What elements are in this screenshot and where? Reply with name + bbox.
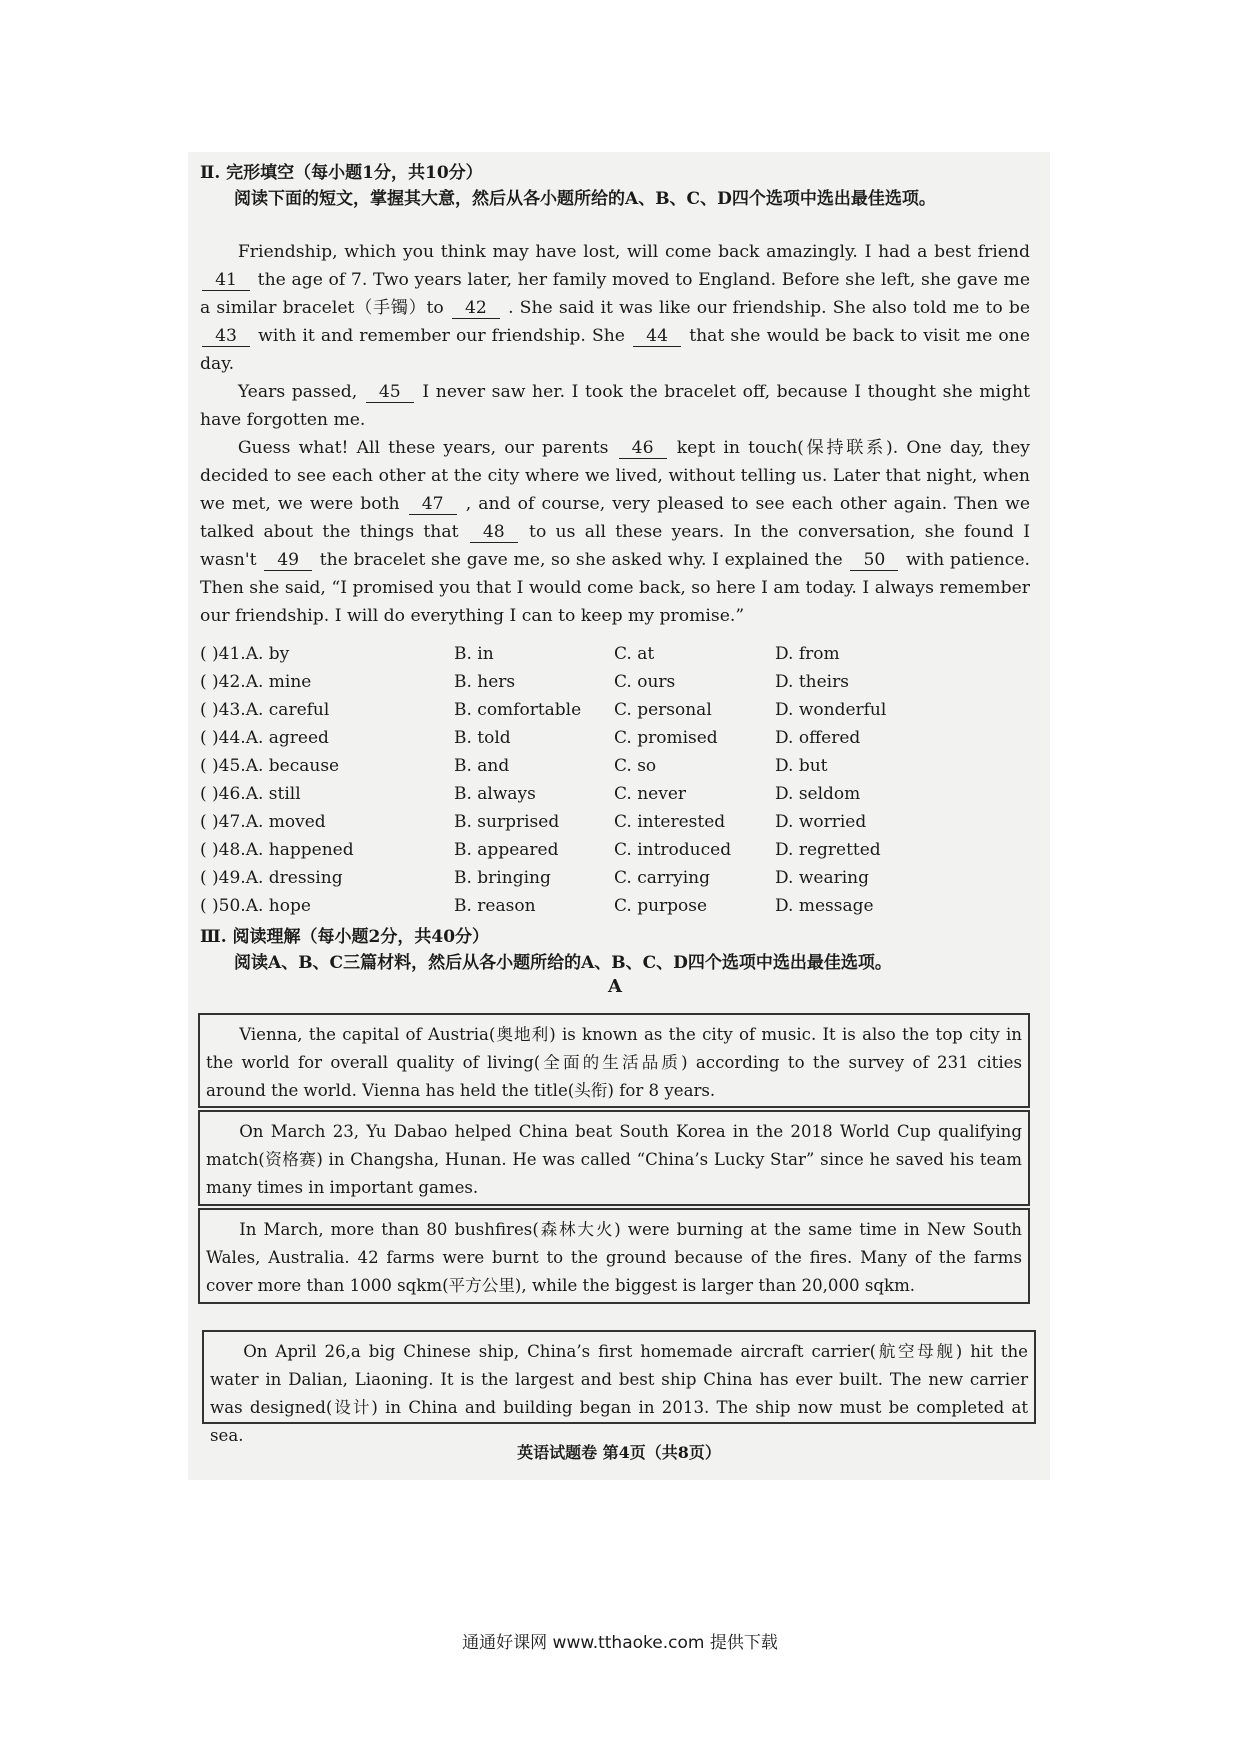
option-b[interactable]: B. in [454, 644, 494, 664]
option-c[interactable]: C. interested [614, 812, 726, 832]
blank-43[interactable]: 43 [202, 326, 250, 347]
option-b[interactable]: B. bringing [454, 868, 551, 888]
option-a[interactable]: ( )41.A. by [200, 644, 290, 664]
option-d[interactable]: D. from [775, 644, 840, 664]
passage-text: I never saw her. I took the bracelet off, because I thought she might have forgotten me. [200, 382, 1030, 430]
option-a[interactable]: ( )48.A. happened [200, 840, 354, 860]
option-c[interactable]: C. at [614, 644, 655, 664]
passage-text: that she would be back to visit me one day. [200, 326, 1030, 374]
section-3-header [200, 924, 1030, 997]
option-row-47 [200, 808, 1030, 836]
option-a[interactable]: ( )50.A. hope [200, 896, 311, 916]
option-c[interactable]: C. so [614, 756, 657, 776]
passage-text: the bracelet she gave me, so she asked why. I explained the [319, 550, 843, 570]
option-b[interactable]: B. and [454, 756, 510, 776]
option-a[interactable]: ( )42.A. mine [200, 672, 312, 692]
news-box-yu-dabao: On March 23, Yu Dabao helped China beat South Korea in the 2018 World Cup qualifying match(资格赛) in Changsha, Hunan. He was called “China’s Lucky Star” since he saved his team many times in important games. [198, 1110, 1030, 1206]
option-c[interactable]: C. carrying [614, 868, 710, 888]
passage-text: kept in touch(保持联系). One day, they decided to see each other at the city where we lived, without telling us. Later that night, when we met, we were both [200, 438, 1030, 514]
option-c[interactable]: C. promised [614, 728, 718, 748]
option-b[interactable]: B. surprised [454, 812, 560, 832]
blank-45[interactable]: 45 [366, 382, 414, 403]
option-d[interactable]: D. seldom [775, 784, 861, 804]
download-site-credit: 通通好课网 www.tthaoke.com 提供下载 [462, 1633, 778, 1653]
option-c[interactable]: C. personal [614, 700, 712, 720]
option-row-46 [200, 780, 1030, 808]
passage-text: the age of 7. Two years later, her family moved to England. Before she left, she gave me a similar bracelet（手镯）to [200, 270, 1031, 318]
passage-text: with patience. Then she said, “I promised you that I would come back, so here I am today. I always remember our friendship. I will do everything I can to keep my promise.” [200, 550, 1030, 626]
passage-text: Guess what! All these years, our parents [237, 438, 609, 458]
option-b[interactable]: B. hers [454, 672, 516, 692]
option-c[interactable]: C. ours [614, 672, 676, 692]
section-2-title: Ⅱ. 完形填空（每小题1分，共10分） [200, 163, 483, 183]
blank-49[interactable]: 49 [264, 550, 312, 571]
option-c[interactable]: C. introduced [614, 840, 732, 860]
passage-text: with it and remember our friendship. She [258, 326, 625, 346]
option-d[interactable]: D. offered [775, 728, 861, 748]
news-box-bushfires: In March, more than 80 bushfires(森林大火) were burning at the same time in New South Wales, Australia. 42 farms were burnt to the ground because of the fires. Many of the farms cover more than 1000 sqkm(平方公里), while the biggest is larger than 20,000 sqkm. [198, 1208, 1030, 1304]
option-d[interactable]: D. message [775, 896, 874, 916]
option-a[interactable]: ( )45.A. because [200, 756, 340, 776]
section-2-header [200, 160, 1030, 212]
option-row-50 [200, 892, 1030, 920]
option-c[interactable]: C. never [614, 784, 687, 804]
option-a[interactable]: ( )46.A. still [200, 784, 301, 804]
passage-text: , and of course, very pleased to see each other again. Then we talked about the things that [200, 494, 1031, 542]
option-d[interactable]: D. but [775, 756, 828, 776]
option-d[interactable]: D. worried [775, 812, 867, 832]
option-d[interactable]: D. wearing [775, 868, 869, 888]
option-b[interactable]: B. told [454, 728, 511, 748]
option-row-49 [200, 864, 1030, 892]
section-2-instruction: 阅读下面的短文，掌握其大意，然后从各小题所给的A、B、C、D四个选项中选出最佳选项。 [234, 189, 936, 209]
passage-paragraph-2 [200, 378, 1030, 434]
option-a[interactable]: ( )47.A. moved [200, 812, 326, 832]
option-row-48 [200, 836, 1030, 864]
section-3-instruction: 阅读A、B、C三篇材料，然后从各小题所给的A、B、C、D四个选项中选出最佳选项。 [234, 953, 892, 973]
passage-paragraph-1 [200, 238, 1030, 378]
blank-46[interactable]: 46 [619, 438, 667, 459]
passage-letter: A [608, 976, 622, 997]
option-c[interactable]: C. purpose [614, 896, 708, 916]
passage-text: Years passed, [237, 382, 358, 402]
blank-50[interactable]: 50 [850, 550, 898, 571]
blank-42[interactable]: 42 [452, 298, 500, 319]
blank-41[interactable]: 41 [202, 270, 250, 291]
option-d[interactable]: D. theirs [775, 672, 849, 692]
cloze-passage [200, 238, 1030, 630]
page-number: 英语试题卷 第4页（共8页） [517, 1443, 721, 1462]
passage-paragraph-3 [200, 434, 1030, 630]
option-row-45 [200, 752, 1030, 780]
option-a[interactable]: ( )44.A. agreed [200, 728, 329, 748]
news-box-aircraft-carrier: On April 26,a big Chinese ship, China’s first homemade aircraft carrier(航空母舰) hit the water in Dalian, Liaoning. It is the largest and best ship China has ever built. The new carrier was designed(设计) in China and building began in 2013. The ship now must be completed at sea. [202, 1330, 1036, 1424]
passage-text: Friendship, which you think may have lost, will come back amazingly. I had a best friend [237, 242, 1030, 262]
passage-text: . She said it was like our friendship. She also told me to be [508, 298, 1031, 318]
news-box-vienna: Vienna, the capital of Austria(奥地利) is known as the city of music. It is also the top city in the world for overall quality of living(全面的生活品质) according to the survey of 231 cities around the world. Vienna has held the title(头衔) for 8 years. [198, 1013, 1030, 1108]
passage-text: to us all these years. In the conversation, she found I wasn't [200, 522, 1030, 570]
option-row-44 [200, 724, 1030, 752]
cloze-options [200, 640, 1030, 920]
option-b[interactable]: B. always [454, 784, 536, 804]
blank-48[interactable]: 48 [470, 522, 518, 543]
option-a[interactable]: ( )49.A. dressing [200, 868, 343, 888]
option-row-42 [200, 668, 1030, 696]
option-row-41 [200, 640, 1030, 668]
blank-44[interactable]: 44 [633, 326, 681, 347]
option-row-43 [200, 696, 1030, 724]
option-a[interactable]: ( )43.A. careful [200, 700, 330, 720]
option-d[interactable]: D. regretted [775, 840, 881, 860]
option-b[interactable]: B. appeared [454, 840, 559, 860]
section-3-title: Ⅲ. 阅读理解（每小题2分，共40分） [200, 927, 490, 947]
option-b[interactable]: B. comfortable [454, 700, 582, 720]
option-d[interactable]: D. wonderful [775, 700, 887, 720]
option-b[interactable]: B. reason [454, 896, 536, 916]
blank-47[interactable]: 47 [409, 494, 457, 515]
